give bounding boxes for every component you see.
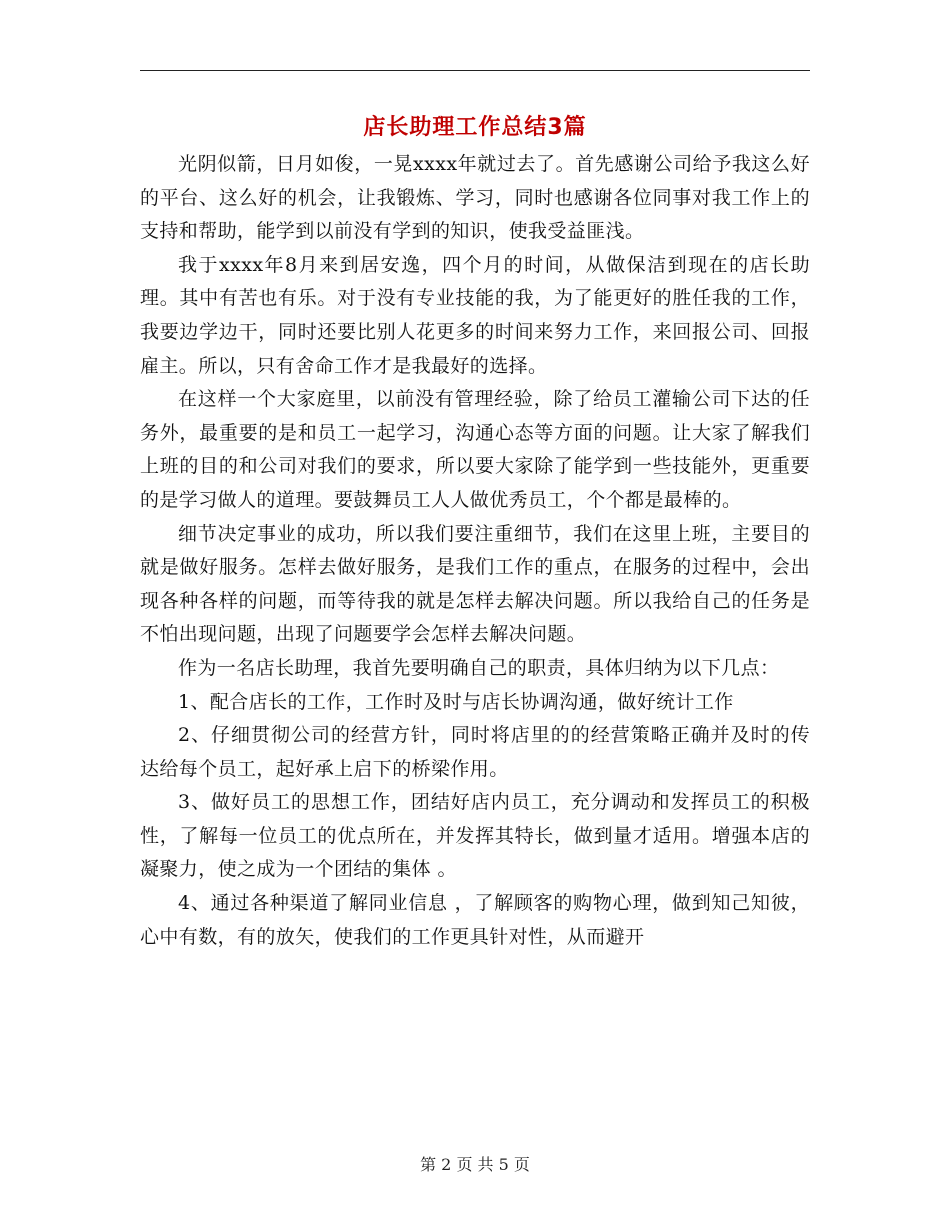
- paragraph-5: 作为一名店长助理，我首先要明确自己的职责，具体归纳为以下几点：: [178, 656, 780, 679]
- header-rule: [140, 70, 810, 71]
- page-footer: 第 2 页 共 5 页: [420, 1155, 530, 1174]
- paragraph-1: 光阴似箭，日月如俊，一晃xxxx年就过去了。首先感谢公司给予我这么好的平台、这么好的机会，让我锻炼、学习，同时也感谢各位同事对我工作上的支持和帮助，能学到以前没有学到的知识，使我受益匪浅。: [140, 153, 810, 243]
- list-item-3: 3、做好员工的思想工作，团结好店内员工，充分调动和发挥员工的积极性，了解每一位员工的优点所在，并发挥其特长，做到量才适用。增强本店的凝聚力，使之成为一个团结的集体 。: [140, 791, 810, 881]
- list-item-1: 1、配合店长的工作，工作时及时与店长协调沟通，做好统计工作: [178, 690, 734, 713]
- paragraph-4: 细节决定事业的成功，所以我们要注重细节，我们在这里上班，主要目的就是做好服务。怎样去做好服务，是我们工作的重点，在服务的过程中，会出现各种各样的问题，而等待我的就是怎样去解决问题。所以我给自己的任务是不怕出现问题，出现了问题要学会怎样去解决问题。: [140, 522, 810, 646]
- list-item-4: 4、通过各种渠道了解同业信息 ，了解顾客的购物心理，做到知己知彼，心中有数，有的放矢，使我们的工作更具针对性，从而避开: [140, 892, 810, 948]
- paragraph-2: 我于xxxx年8月来到居安逸，四个月的时间，从做保洁到现在的店长助理。其中有苦也有乐。对于没有专业技能的我，为了能更好的胜任我的工作，我要边学边干，同时还要比别人花更多的时间来努力工作，来回报公司、回报雇主。所以，只有舍命工作才是我最好的选择。: [140, 253, 810, 377]
- document-body: [140, 148, 810, 954]
- list-item-2: 2、仔细贯彻公司的经营方针，同时将店里的的经营策略正确并及时的传达给每个员工，起好承上启下的桥梁作用。: [140, 724, 810, 780]
- document-title: 店长助理工作总结3篇: [363, 115, 587, 140]
- paragraph-3: 在这样一个大家庭里，以前没有管理经验，除了给员工灌输公司下达的任务外，最重要的是和员工一起学习，沟通心态等方面的问题。让大家了解我们上班的目的和公司对我们的要求，所以要大家除了能学到一些技能外，更重要的是学习做人的道理。要鼓舞员工人人做优秀员工，个个都是最棒的。: [140, 388, 810, 511]
